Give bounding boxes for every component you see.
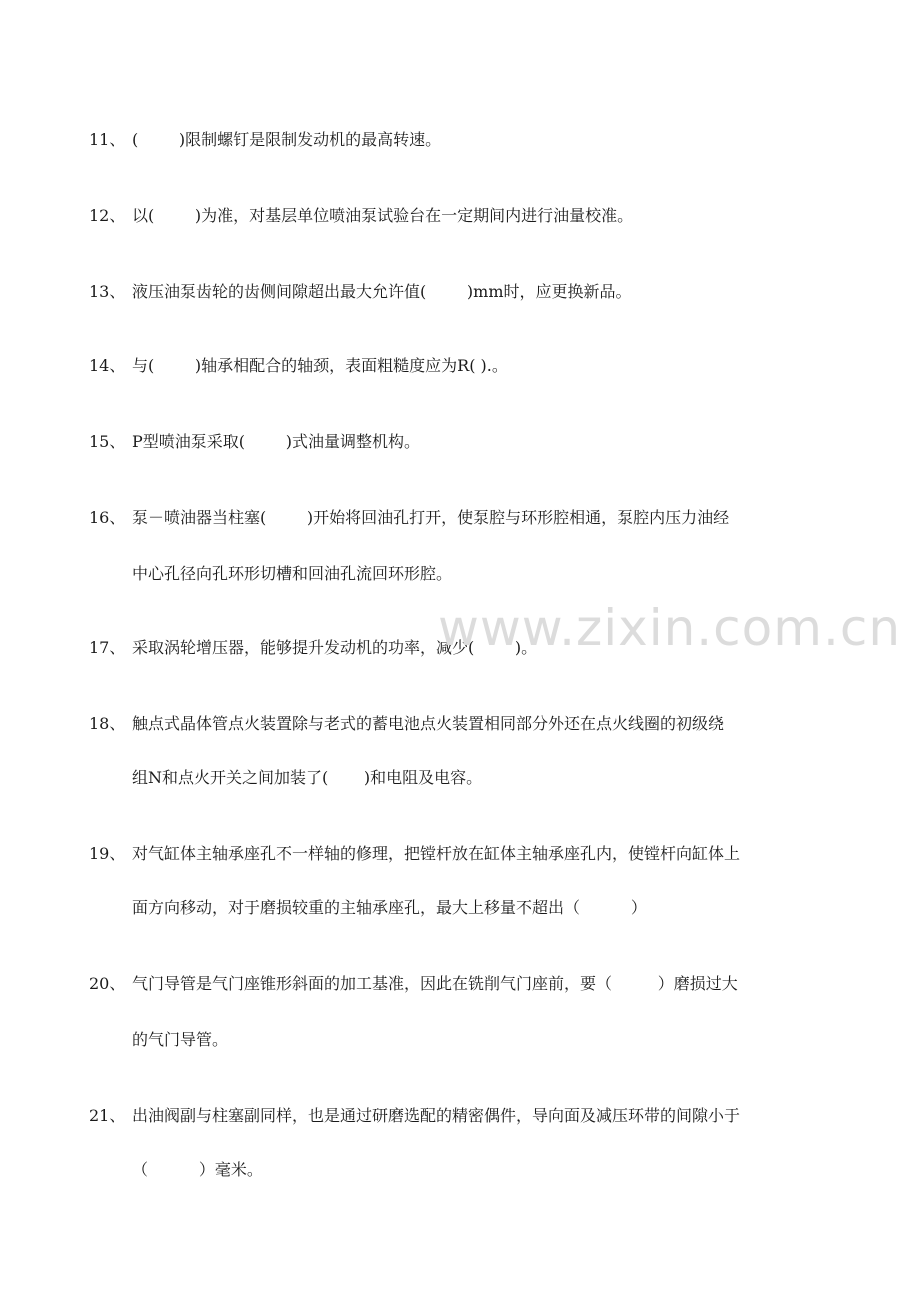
question-number: 12、	[89, 206, 126, 225]
question-number: 20、	[89, 974, 126, 993]
question-15	[0, 430, 420, 454]
question-number: 17、	[89, 638, 126, 657]
question-number: 18、	[89, 714, 126, 733]
question-text: 气门导管是气门座锥形斜面的加工基准，因此在铣削气门座前，要（ ）磨损过大	[132, 974, 738, 993]
question-text: 出油阀副与柱塞副同样，也是通过研磨选配的精密偶件，导向面及减压环带的间隙小于	[132, 1106, 741, 1125]
question-21-continuation	[0, 1158, 263, 1182]
question-text-continuation: 的气门导管。	[132, 1030, 229, 1049]
question-19-continuation	[0, 896, 647, 920]
question-text: 液压油泵齿轮的齿侧间隙超出最大允许值( )mm时，应更换新品。	[132, 282, 632, 301]
question-18-continuation	[0, 766, 483, 790]
question-11	[0, 128, 442, 152]
question-number: 13、	[89, 282, 126, 301]
question-text-continuation: 中心孔径向孔环形切槽和回油孔流回环形腔。	[132, 564, 453, 583]
question-number: 14、	[89, 356, 126, 375]
question-text: 泵－喷油器当柱塞( )开始将回油孔打开，使泵腔与环形腔相通，泵腔内压力油经	[132, 508, 730, 527]
question-number: 16、	[89, 508, 126, 527]
question-12	[0, 204, 634, 228]
question-text: 与( )轴承相配合的轴颈，表面粗糙度应为R( ).。	[132, 356, 508, 375]
question-13	[0, 280, 632, 304]
question-text-continuation: （ ）毫米。	[132, 1160, 263, 1179]
question-20	[0, 972, 738, 996]
question-text-continuation: 组N和点火开关之间加装了( )和电阻及电容。	[132, 768, 483, 787]
question-text: 触点式晶体管点火装置除与老式的蓄电池点火装置相同部分外还在点火线圈的初级绕	[132, 714, 725, 733]
question-number: 15、	[89, 432, 126, 451]
question-21	[0, 1104, 741, 1128]
question-16	[0, 506, 730, 530]
question-20-continuation	[0, 1028, 229, 1052]
question-text-continuation: 面方向移动，对于磨损较重的主轴承座孔，最大上移量不超出（ ）	[132, 898, 647, 917]
question-number: 21、	[89, 1106, 126, 1125]
question-14	[0, 354, 508, 378]
question-text: ( )限制螺钉是限制发动机的最高转速。	[132, 130, 442, 149]
question-text: P型喷油泵采取( )式油量调整机构。	[132, 432, 420, 451]
question-17	[0, 636, 538, 660]
question-16-continuation	[0, 562, 453, 586]
question-number: 19、	[89, 844, 126, 863]
question-text: 采取涡轮增压器，能够提升发动机的功率，减少( )。	[132, 638, 538, 657]
question-19	[0, 842, 741, 866]
question-text: 以( )为准，对基层单位喷油泵试验台在一定期间内进行油量校准。	[132, 206, 634, 225]
watermark: www.zixin.com.cn	[438, 599, 902, 657]
question-number: 11、	[89, 130, 126, 149]
question-18	[0, 712, 725, 736]
question-text: 对气缸体主轴承座孔不一样轴的修理，把镗杆放在缸体主轴承座孔内，使镗杆向缸体上	[132, 844, 741, 863]
